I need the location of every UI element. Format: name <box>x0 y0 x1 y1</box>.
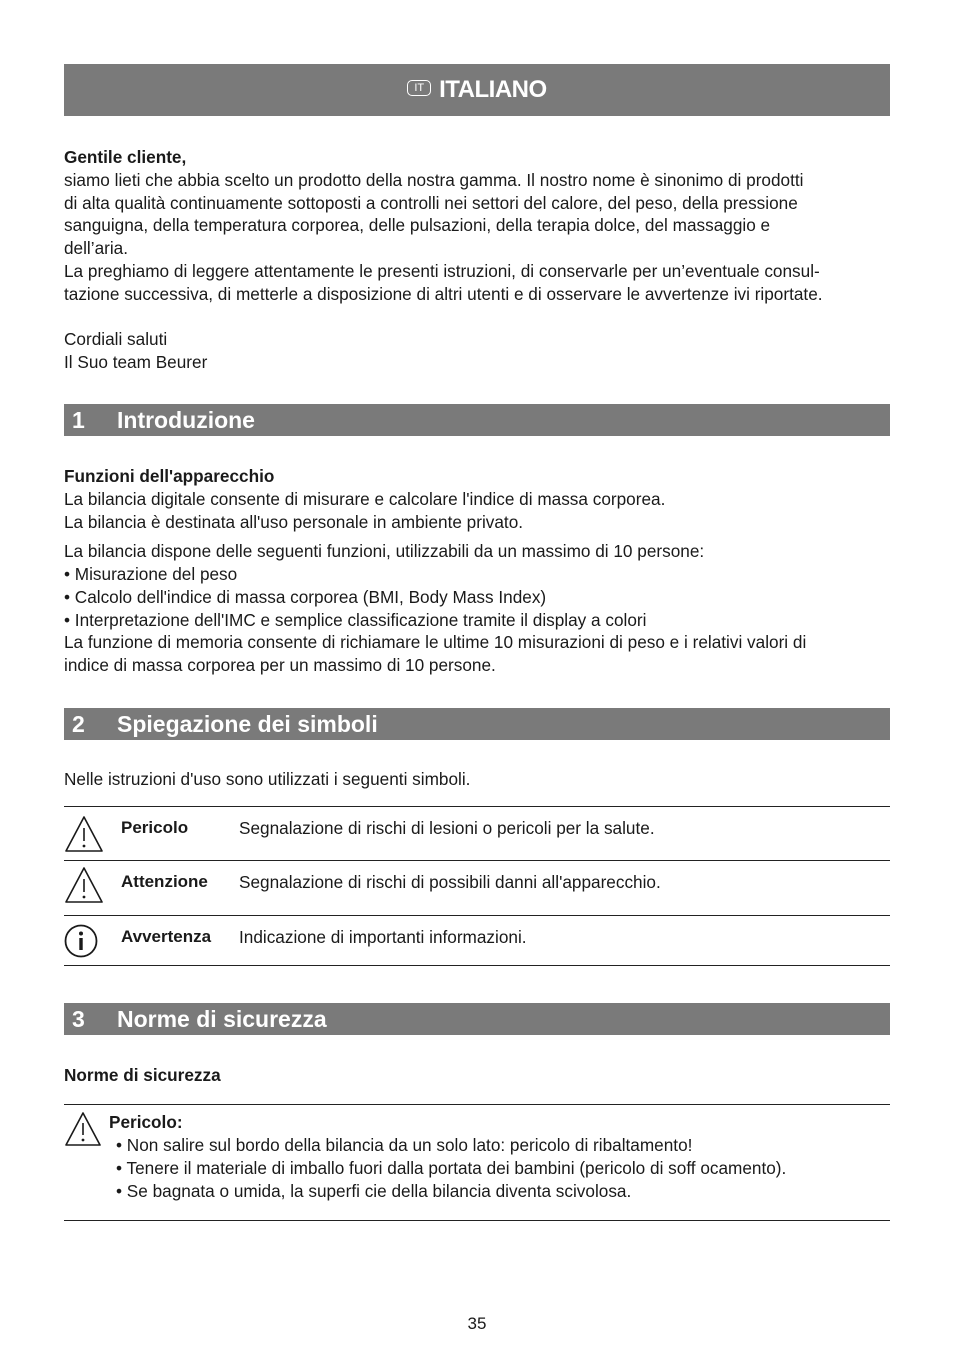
intro-line: siamo lieti che abbia scelto un prodotto della nostra gamma. Il nostro nome è sinonimo di prodotti <box>64 170 804 190</box>
intro-line: tazione successiva, di metterle a disposizione di altri utenti e di osservare le avvertenze ivi riportate. <box>64 284 823 304</box>
intro-line: dell’aria. <box>64 238 129 258</box>
symbol-description: Segnalazione di rischi di possibili danni all'apparecchio. <box>239 872 661 892</box>
warning-triangle-icon <box>64 866 104 904</box>
paragraph-line: La funzione di memoria consente di richiamare le ultime 10 misurazioni di peso e i relativi valori di <box>64 632 807 652</box>
intro-line: sanguigna, della temperatura corporea, delle pulsazioni, della terapia dolce, del massaggio e <box>64 215 771 235</box>
warning-triangle-icon <box>64 1111 102 1147</box>
page-number: 35 <box>467 1314 487 1333</box>
divider <box>64 1220 890 1221</box>
section-title: Norme di sicurezza <box>117 1006 327 1032</box>
language-code-badge: IT <box>407 80 431 96</box>
language-header <box>64 64 890 116</box>
symbol-label: Pericolo <box>121 818 189 837</box>
paragraph-line: indice di massa corporea per un massimo di 10 persone. <box>64 655 496 675</box>
section-heading-simboli <box>64 708 890 740</box>
symbol-description: Indicazione di importanti informazioni. <box>239 927 527 947</box>
symbol-label: Avvertenza <box>121 927 212 946</box>
language-title: ITALIANO <box>439 76 547 103</box>
symbol-label: Attenzione <box>121 872 208 891</box>
section-title: Spiegazione dei simboli <box>117 711 378 737</box>
bullet-item: • Calcolo dell'indice di massa corporea (BMI, Body Mass Index) <box>64 587 547 607</box>
closing-greeting: Cordiali saluti <box>64 329 168 349</box>
paragraph-line: La bilancia è destinata all'uso personale in ambiente privato. <box>64 512 524 532</box>
section-title: Introduzione <box>117 407 255 433</box>
symbol-row <box>64 916 890 970</box>
subheading-funzioni: Funzioni dell'apparecchio <box>64 466 275 486</box>
symbol-row <box>64 861 890 915</box>
danger-label: Pericolo: <box>109 1112 183 1132</box>
warning-triangle-icon <box>64 815 104 853</box>
divider <box>64 965 890 966</box>
closing-signature: Il Suo team Beurer <box>64 352 208 372</box>
subheading-norme: Norme di sicurezza <box>64 1065 221 1085</box>
section-number: 3 <box>72 1006 85 1032</box>
symbols-intro: Nelle istruzioni d'uso sono utilizzati i seguenti simboli. <box>64 769 471 789</box>
paragraph-line: La bilancia dispone delle seguenti funzioni, utilizzabili da un massimo di 10 persone: <box>64 541 705 561</box>
danger-bullet: • Tenere il materiale di imballo fuori dalla portata dei bambini (pericolo di soff ocamento). <box>116 1158 787 1178</box>
section-number: 2 <box>72 711 85 737</box>
danger-bullet: • Se bagnata o umida, la superfi cie della bilancia diventa scivolosa. <box>116 1181 632 1201</box>
symbol-row <box>64 807 890 861</box>
salutation: Gentile cliente, <box>64 147 187 167</box>
section-heading-sicurezza <box>64 1003 890 1035</box>
bullet-item: • Misurazione del peso <box>64 564 238 584</box>
section-number: 1 <box>72 407 85 433</box>
intro-line: La preghiamo di leggere attentamente le presenti istruzioni, di conservarle per un’eventuale consul- <box>64 261 820 281</box>
intro-line: di alta qualità continuamente sottoposti a controlli nei settori del calore, del peso, della pressione <box>64 193 798 213</box>
info-circle-icon <box>64 924 98 958</box>
paragraph-line: La bilancia digitale consente di misurare e calcolare l'indice di massa corporea. <box>64 489 666 509</box>
section-heading-introduzione <box>64 404 890 436</box>
divider <box>64 1104 890 1105</box>
symbol-description: Segnalazione di rischi di lesioni o pericoli per la salute. <box>239 818 655 838</box>
danger-bullet: • Non salire sul bordo della bilancia da un solo lato: pericolo di ribaltamento! <box>116 1135 693 1155</box>
bullet-item: • Interpretazione dell'IMC e semplice classificazione tramite il display a colori <box>64 610 647 630</box>
